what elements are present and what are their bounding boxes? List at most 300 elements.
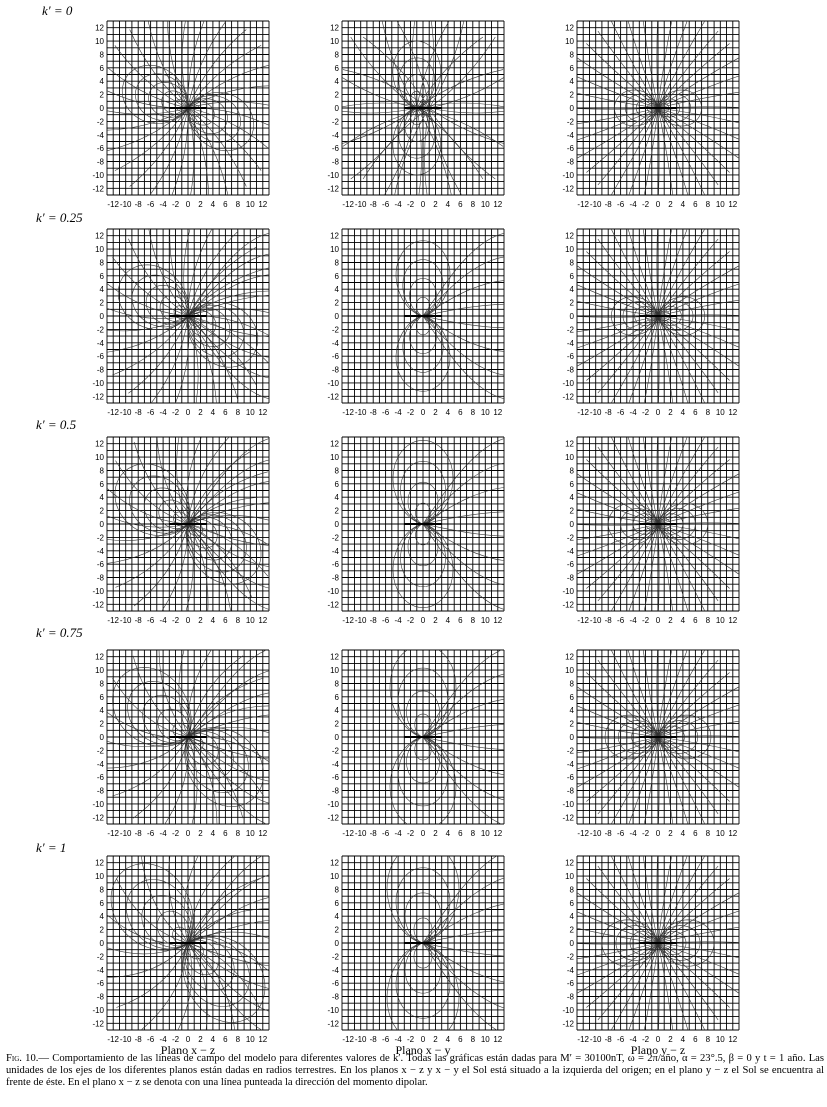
x-tick-label: -12 <box>342 829 354 838</box>
field-line <box>655 524 674 625</box>
y-tick-label: 6 <box>99 898 104 908</box>
x-tick-label: 12 <box>493 829 503 838</box>
field-line <box>655 108 674 209</box>
y-tick-label: -10 <box>562 586 574 596</box>
x-tick-label: 12 <box>493 616 503 625</box>
x-tick-label: -8 <box>134 1035 142 1044</box>
x-tick-label: -2 <box>171 829 180 838</box>
y-tick-label: -12 <box>562 1019 574 1029</box>
y-tick-label: 10 <box>95 872 104 882</box>
x-tick-label: 2 <box>668 1035 673 1044</box>
y-tick-label: -8 <box>566 157 574 167</box>
x-tick-label: -4 <box>159 616 167 625</box>
x-tick-label: -12 <box>107 616 119 625</box>
x-tick-label: 12 <box>728 200 738 209</box>
y-tick-label: -2 <box>96 117 104 127</box>
y-tick-label: -6 <box>566 773 574 783</box>
x-tick-label: -4 <box>159 1035 167 1044</box>
panel-4-2 <box>562 843 751 1044</box>
x-tick-label: -8 <box>604 616 612 625</box>
field-line <box>658 879 730 944</box>
y-tick-label: 2 <box>334 298 339 308</box>
field-line <box>566 926 658 943</box>
x-tick-label: 12 <box>493 1035 503 1044</box>
x-tick-label: -6 <box>617 200 625 209</box>
x-tick-label: -4 <box>394 616 402 625</box>
y-tick-label: -6 <box>331 560 339 570</box>
field-line <box>658 943 718 1020</box>
field-line <box>586 460 658 525</box>
field-line <box>586 44 658 109</box>
y-tick-label: 10 <box>565 245 574 255</box>
x-tick-label: -12 <box>107 200 119 209</box>
field-line <box>116 879 188 944</box>
x-tick-label: 8 <box>235 408 241 417</box>
x-tick-label: -2 <box>641 616 650 625</box>
x-tick-label: 8 <box>470 200 476 209</box>
y-tick-label: -8 <box>566 992 574 1002</box>
x-tick-label: -8 <box>604 200 612 209</box>
y-tick-label: 12 <box>95 439 104 449</box>
x-tick-label: -6 <box>617 616 625 625</box>
panel-2-0 <box>92 424 281 625</box>
y-tick-label: 2 <box>569 90 574 100</box>
x-tick-label: 10 <box>245 408 255 417</box>
x-tick-label: 4 <box>445 1035 451 1044</box>
x-tick-label: -12 <box>342 200 354 209</box>
y-tick-label: 2 <box>569 925 574 935</box>
y-tick-label: 12 <box>95 23 104 33</box>
y-tick-label: -12 <box>92 600 104 610</box>
x-tick-label: 6 <box>223 829 228 838</box>
y-tick-label: 6 <box>99 271 104 281</box>
x-tick-label: 6 <box>693 200 698 209</box>
x-tick-label: 10 <box>480 200 490 209</box>
y-tick-label: 2 <box>99 506 104 516</box>
x-tick-label: 8 <box>235 829 241 838</box>
field-line <box>658 524 730 589</box>
x-tick-label: -10 <box>354 408 367 417</box>
x-tick-label: 2 <box>668 616 673 625</box>
x-tick-label: 4 <box>210 1035 216 1044</box>
panel-0-2 <box>562 8 751 209</box>
y-tick-label: -6 <box>96 773 104 783</box>
x-tick-label: 6 <box>693 829 698 838</box>
y-tick-label: 2 <box>334 90 339 100</box>
y-tick-label: 4 <box>99 77 104 87</box>
panel-0-0 <box>92 8 281 209</box>
field-line <box>429 108 523 113</box>
panel-3-2 <box>562 637 751 838</box>
y-tick-label: 0 <box>334 520 339 529</box>
x-tick-label: -8 <box>369 829 377 838</box>
x-tick-label: 0 <box>655 1035 661 1044</box>
x-tick-label: -2 <box>171 200 180 209</box>
y-tick-label: -10 <box>327 586 339 596</box>
x-tick-label: -6 <box>617 1035 625 1044</box>
y-tick-label: 12 <box>565 23 574 33</box>
y-tick-label: -6 <box>566 144 574 154</box>
field-line <box>182 8 188 108</box>
x-tick-label: 4 <box>210 829 216 838</box>
y-tick-label: -4 <box>566 546 574 556</box>
x-tick-label: -2 <box>171 1035 180 1044</box>
y-tick-label: 8 <box>99 50 104 60</box>
field-line <box>658 866 718 943</box>
y-tick-label: 6 <box>334 479 339 489</box>
y-tick-label: -6 <box>566 979 574 989</box>
field-line <box>658 316 750 333</box>
y-tick-label: 12 <box>565 231 574 241</box>
x-tick-label: 8 <box>470 829 476 838</box>
x-tick-label: 4 <box>680 408 686 417</box>
y-tick-label: -12 <box>562 600 574 610</box>
y-tick-label: -2 <box>331 952 339 962</box>
y-tick-label: -10 <box>562 799 574 809</box>
x-tick-label: 2 <box>668 200 673 209</box>
x-tick-label: -10 <box>589 408 602 417</box>
y-tick-label: -8 <box>96 573 104 583</box>
field-line <box>566 943 658 960</box>
x-tick-label: 8 <box>235 616 241 625</box>
x-tick-label: -6 <box>617 408 625 417</box>
x-tick-label: 4 <box>445 200 451 209</box>
field-line <box>598 524 658 601</box>
plane-label: Plano x − z <box>160 1043 216 1057</box>
y-tick-label: -4 <box>566 130 574 140</box>
y-tick-label: 2 <box>99 298 104 308</box>
x-tick-label: 12 <box>258 829 268 838</box>
x-tick-label: -6 <box>382 200 390 209</box>
x-tick-label: 2 <box>433 829 438 838</box>
field-line <box>586 879 658 944</box>
x-tick-label: 8 <box>705 200 711 209</box>
x-tick-label: 6 <box>223 200 228 209</box>
field-line <box>658 524 750 541</box>
panel-2-1 <box>327 437 510 625</box>
row-label-k: k′ = 0 <box>42 3 73 18</box>
y-tick-label: -10 <box>327 1005 339 1015</box>
y-tick-label: -12 <box>327 813 339 823</box>
x-tick-label: 6 <box>223 408 228 417</box>
y-tick-label: -2 <box>566 533 574 543</box>
y-tick-label: -12 <box>327 600 339 610</box>
x-tick-label: -6 <box>382 829 390 838</box>
x-tick-label: -10 <box>119 408 132 417</box>
x-tick-label: -8 <box>134 408 142 417</box>
x-tick-label: -12 <box>107 408 119 417</box>
x-tick-label: -12 <box>577 1035 589 1044</box>
x-tick-label: 2 <box>433 408 438 417</box>
row-label-k: k′ = 1 <box>36 840 67 855</box>
field-line <box>658 44 730 109</box>
field-line <box>658 108 730 173</box>
x-tick-label: 8 <box>705 616 711 625</box>
x-tick-label: 0 <box>185 1035 191 1044</box>
x-tick-label: 0 <box>655 616 661 625</box>
field-line <box>658 943 750 960</box>
y-tick-label: -8 <box>331 365 339 375</box>
x-tick-label: -4 <box>629 408 637 417</box>
y-tick-label: -12 <box>327 392 339 402</box>
field-line <box>658 737 730 802</box>
x-tick-label: 6 <box>693 616 698 625</box>
x-tick-label: 8 <box>470 408 476 417</box>
x-tick-label: 0 <box>185 200 191 209</box>
y-tick-label: 8 <box>334 466 339 476</box>
x-tick-label: 4 <box>445 408 451 417</box>
x-tick-label: 0 <box>185 616 191 625</box>
x-tick-label: -4 <box>629 829 637 838</box>
x-tick-label: -12 <box>577 200 589 209</box>
x-tick-label: 0 <box>185 408 191 417</box>
field-line <box>586 737 658 802</box>
field-line <box>598 943 658 1020</box>
x-tick-label: 10 <box>715 408 725 417</box>
y-tick-label: 10 <box>565 453 574 463</box>
y-tick-label: -6 <box>566 352 574 362</box>
x-tick-label: 12 <box>258 1035 268 1044</box>
x-tick-label: 10 <box>480 1035 490 1044</box>
y-tick-label: -2 <box>566 746 574 756</box>
x-tick-label: -12 <box>577 616 589 625</box>
field-line <box>642 524 658 623</box>
field-line <box>658 844 674 943</box>
field-line <box>134 524 188 606</box>
y-tick-label: 8 <box>99 885 104 895</box>
x-tick-label: 4 <box>210 616 216 625</box>
field-line <box>658 299 750 316</box>
field-line <box>642 217 658 316</box>
x-tick-label: -8 <box>134 829 142 838</box>
y-tick-label: -10 <box>92 170 104 180</box>
y-tick-label: 8 <box>99 258 104 268</box>
y-tick-label: 6 <box>99 63 104 73</box>
y-tick-label: -10 <box>562 170 574 180</box>
field-line <box>586 943 658 1008</box>
y-tick-label: -12 <box>92 392 104 402</box>
y-tick-label: 0 <box>569 312 574 321</box>
x-tick-label: -4 <box>159 408 167 417</box>
x-tick-label: 8 <box>470 616 476 625</box>
x-tick-label: 0 <box>655 200 661 209</box>
caption-lead: Fig. 10.— <box>6 1053 53 1064</box>
x-tick-label: 0 <box>185 829 191 838</box>
x-tick-label: 2 <box>198 829 203 838</box>
field-line <box>566 507 658 524</box>
y-tick-label: -8 <box>566 573 574 583</box>
x-tick-label: -6 <box>147 200 155 209</box>
field-line <box>598 660 658 737</box>
field-line <box>658 425 674 524</box>
y-tick-label: -2 <box>331 746 339 756</box>
y-tick-label: -6 <box>96 144 104 154</box>
x-tick-label: 10 <box>245 616 255 625</box>
y-tick-label: 4 <box>334 77 339 87</box>
y-tick-label: 2 <box>334 925 339 935</box>
x-tick-label: 6 <box>458 616 463 625</box>
y-tick-label: 0 <box>334 312 339 321</box>
x-tick-label: -6 <box>617 829 625 838</box>
y-tick-label: -4 <box>331 546 339 556</box>
y-tick-label: 12 <box>330 439 339 449</box>
y-tick-label: 6 <box>334 692 339 702</box>
y-tick-label: 0 <box>569 733 574 742</box>
y-tick-label: -12 <box>92 184 104 194</box>
field-line <box>171 316 189 415</box>
x-tick-label: 12 <box>258 200 268 209</box>
field-line <box>655 943 674 1044</box>
y-tick-label: 0 <box>569 520 574 529</box>
x-tick-label: -10 <box>354 200 367 209</box>
field-line <box>185 737 197 838</box>
field-line <box>658 460 730 525</box>
y-tick-label: -8 <box>331 157 339 167</box>
y-tick-label: 8 <box>569 50 574 60</box>
field-line <box>185 108 194 209</box>
field-line <box>566 299 658 316</box>
x-tick-label: -2 <box>171 408 180 417</box>
y-tick-label: 8 <box>569 885 574 895</box>
y-tick-label: -6 <box>331 144 339 154</box>
x-tick-label: 10 <box>715 200 725 209</box>
field-line <box>586 108 658 173</box>
y-tick-label: 6 <box>334 271 339 281</box>
y-tick-label: 2 <box>334 719 339 729</box>
x-tick-label: -10 <box>354 1035 367 1044</box>
x-tick-label: -12 <box>342 616 354 625</box>
x-tick-label: 0 <box>420 200 426 209</box>
y-tick-label: 12 <box>330 858 339 868</box>
y-tick-label: 4 <box>334 285 339 295</box>
x-tick-label: -10 <box>119 200 132 209</box>
x-tick-label: -12 <box>342 1035 354 1044</box>
x-tick-label: -2 <box>406 616 415 625</box>
caption-text: Comportamiento de las líneas de campo del modelo para diferentes valores de k′. Todas las gráficas están dadas para M′ = 30100nT, ω = 2π/año, α = 23°.5, β = 0 y t = 1 año. Las unidades de los ejes de los diferentes planos están dadas en radios terrestres. En los planos x − z y x − y el Sol está situado a la izquierda del origen; en el plano y − z el Sol se encuentra al frente de éste. En el plano x − z se denota con una línea punteada la dirección del momento dipolar. <box>6 1053 824 1089</box>
panel-2-2 <box>562 424 751 625</box>
y-tick-label: 12 <box>95 858 104 868</box>
x-tick-label: 6 <box>223 1035 228 1044</box>
panel-4-1 <box>327 843 510 1044</box>
field-line <box>658 447 718 524</box>
x-tick-label: 6 <box>458 408 463 417</box>
x-tick-label: -12 <box>342 408 354 417</box>
y-tick-label: -10 <box>92 586 104 596</box>
x-tick-label: -4 <box>394 1035 402 1044</box>
y-tick-label: 8 <box>569 258 574 268</box>
y-tick-label: 0 <box>334 733 339 742</box>
x-tick-label: 6 <box>223 616 228 625</box>
x-tick-label: -8 <box>604 829 612 838</box>
y-tick-label: 10 <box>330 37 339 47</box>
y-tick-label: -4 <box>331 965 339 975</box>
x-tick-label: 4 <box>680 616 686 625</box>
y-tick-label: 4 <box>569 706 574 716</box>
x-tick-label: 2 <box>433 1035 438 1044</box>
y-tick-label: -6 <box>331 773 339 783</box>
x-tick-label: -10 <box>354 829 367 838</box>
x-tick-label: 12 <box>728 829 738 838</box>
x-tick-label: 4 <box>680 1035 686 1044</box>
panel-0-1 <box>323 8 522 209</box>
x-tick-label: -2 <box>406 408 415 417</box>
y-tick-label: -12 <box>92 1019 104 1029</box>
x-tick-label: -6 <box>382 1035 390 1044</box>
y-tick-label: -8 <box>331 786 339 796</box>
x-tick-label: -2 <box>171 616 180 625</box>
x-tick-label: -6 <box>147 1035 155 1044</box>
x-tick-label: -10 <box>354 616 367 625</box>
panel-4-0 <box>92 844 281 1044</box>
x-tick-label: -10 <box>589 616 602 625</box>
x-tick-label: 10 <box>245 200 255 209</box>
x-tick-label: -6 <box>382 408 390 417</box>
y-tick-label: -12 <box>562 813 574 823</box>
y-tick-label: -4 <box>96 546 104 556</box>
y-tick-label: -12 <box>327 184 339 194</box>
row-label-k: k′ = 0.5 <box>36 417 77 432</box>
field-line <box>658 926 750 943</box>
x-tick-label: -4 <box>394 829 402 838</box>
x-tick-label: 2 <box>433 200 438 209</box>
y-tick-label: 0 <box>569 104 574 113</box>
y-tick-label: 0 <box>99 104 104 113</box>
y-tick-label: -2 <box>96 746 104 756</box>
y-tick-label: 4 <box>569 285 574 295</box>
y-tick-label: 6 <box>334 63 339 73</box>
y-tick-label: 10 <box>330 453 339 463</box>
y-tick-label: 12 <box>95 231 104 241</box>
y-tick-label: 10 <box>95 245 104 255</box>
x-tick-label: -10 <box>119 1035 132 1044</box>
y-tick-label: -4 <box>96 338 104 348</box>
x-tick-label: 12 <box>258 616 268 625</box>
y-tick-label: 2 <box>569 298 574 308</box>
y-tick-label: 0 <box>334 939 339 948</box>
field-line <box>642 316 658 415</box>
x-tick-label: -4 <box>629 616 637 625</box>
y-tick-label: 6 <box>99 479 104 489</box>
x-tick-label: 8 <box>235 200 241 209</box>
y-tick-label: 6 <box>334 898 339 908</box>
y-tick-label: 12 <box>565 439 574 449</box>
y-tick-label: 2 <box>569 719 574 729</box>
y-tick-label: 2 <box>99 719 104 729</box>
y-tick-label: 12 <box>565 652 574 662</box>
y-tick-label: 10 <box>330 872 339 882</box>
y-tick-label: 2 <box>569 506 574 516</box>
field-line <box>658 9 674 108</box>
x-tick-label: 10 <box>715 1035 725 1044</box>
x-tick-label: 10 <box>480 408 490 417</box>
x-tick-label: -4 <box>159 829 167 838</box>
x-tick-label: 2 <box>433 616 438 625</box>
x-tick-label: 10 <box>715 616 725 625</box>
x-tick-label: 8 <box>235 1035 241 1044</box>
x-tick-label: 10 <box>480 616 490 625</box>
y-tick-label: 10 <box>330 245 339 255</box>
y-tick-label: 4 <box>334 706 339 716</box>
y-tick-label: -4 <box>566 759 574 769</box>
y-tick-label: -8 <box>331 992 339 1002</box>
x-tick-label: 8 <box>705 408 711 417</box>
x-tick-label: -8 <box>604 1035 612 1044</box>
y-tick-label: -8 <box>96 992 104 1002</box>
y-tick-label: 12 <box>330 231 339 241</box>
field-line <box>598 737 658 814</box>
x-tick-label: -10 <box>119 829 132 838</box>
y-tick-label: -2 <box>331 533 339 543</box>
